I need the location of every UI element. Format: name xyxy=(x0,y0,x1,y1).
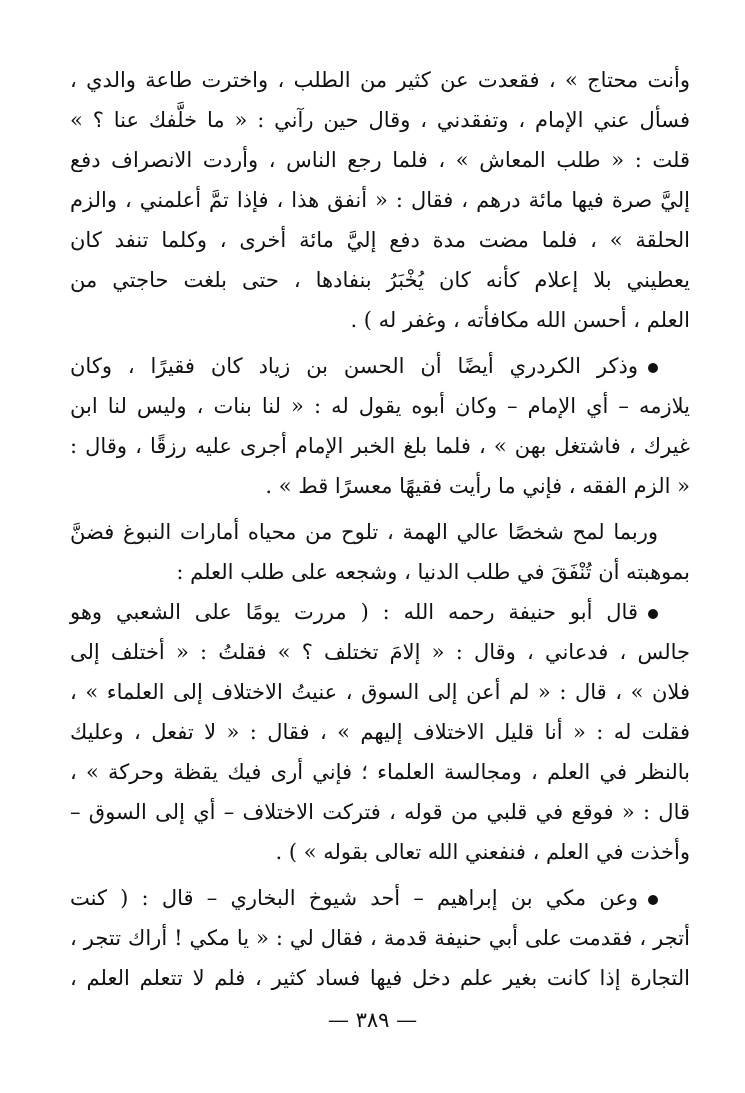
text-line: التجارة إذا كانت بغير علم دخل فيها فساد كثير ، فلم لا تتعلم العلم ، xyxy=(70,966,690,990)
text-line-first xyxy=(70,592,690,632)
paragraph xyxy=(70,60,690,340)
text-line-content: وعن مكي بن إبراهيم – أحد شيوخ البخاري – قال : ( كنت xyxy=(70,886,638,910)
paragraph xyxy=(70,592,690,872)
paragraph xyxy=(70,512,690,592)
text-line: وربما لمح شخصًا عالي الهمة ، تلوح من محياه أمارات النبوغ فضنَّ xyxy=(70,520,658,544)
text-line: قال : « فوقع في قلبي من قوله ، فتركت الاختلاف – أي إلى السوق – xyxy=(70,800,690,824)
text-line: فلان » ، قال : « لم أعن إلى السوق ، عنيتُ الاختلاف إلى العلماء » ، xyxy=(70,680,690,704)
text-line: فسأل عني الإمام ، وتفقدني ، وقال حين رآني : « ما خلَّفك عنا ؟ » xyxy=(70,108,690,132)
text-line: غيرك ، فاشتغل بهن » ، فلما بلغ الخبر الإمام أجرى عليه رزقًا ، وقال : xyxy=(70,434,690,458)
text-line-content: وذكر الكردري أيضًا أن الحسن بن زياد كان فقيرًا ، وكان xyxy=(70,354,638,378)
text-line: وأنت محتاج » ، فقعدت عن كثير من الطلب ، واخترت طاعة والدي ، xyxy=(70,68,690,92)
paragraph xyxy=(70,878,690,998)
text-line-content: قال أبو حنيفة رحمه الله : ( مررت يومًا على الشعبي وهو xyxy=(70,600,638,624)
text-line-first xyxy=(70,878,690,918)
text-line-first xyxy=(70,346,690,386)
text-line: قلت : « طلب المعاش » ، فلما رجع الناس ، وأردت الانصراف دفع xyxy=(70,148,690,172)
text-line: يلازمه – أي الإمام – وكان أبوه يقول له : « لنا بنات ، وليس لنا ابن xyxy=(70,394,690,418)
text-line: « الزم الفقه ، فإني ما رأيت فقيهًا معسرًا قط » . xyxy=(265,474,690,498)
text-line: وأخذت في العلم ، فنفعني الله تعالى بقوله » ) . xyxy=(275,840,690,864)
paragraph xyxy=(70,346,690,506)
bullet-icon xyxy=(648,895,658,905)
bullet-icon xyxy=(648,363,658,373)
bullet-icon xyxy=(648,609,658,619)
text-line: بموهبته أن تُنْفَقَ في طلب الدنيا ، وشجعه على طلب العلم : xyxy=(176,560,690,584)
text-line: فقلت له : « أنا قليل الاختلاف إليهم » ، فقال : « لا تفعل ، وعليك xyxy=(70,720,690,744)
text-line: يعطيني بلا إعلام كأنه كان يُخْبَرُ بنفادها ، حتى بلغت حاجتي من xyxy=(70,268,690,292)
text-line: العلم ، أحسن الله مكافأته ، وغفر له ) . xyxy=(350,308,690,332)
text-line: الحلقة » ، فلما مضت مدة دفع إليَّ مائة أخرى ، وكلما تنفد كان xyxy=(70,228,690,252)
text-line: أتجر ، فقدمت على أبي حنيفة قدمة ، فقال لي : « يا مكي ! أراك تتجر ، xyxy=(70,926,690,950)
text-line: بالنظر في العلم ، ومجالسة العلماء ؛ فإني أرى فيك يقظة وحركة » ، xyxy=(70,760,690,784)
text-line: جالس ، فدعاني ، وقال : « إلامَ تختلف ؟ » فقلتُ : « أختلف إلى xyxy=(70,640,690,664)
text-line: إليَّ صرة فيها مائة درهم ، فقال : « أنفق هذا ، فإذا تمَّ أعلمني ، والزم xyxy=(70,188,690,212)
page-body xyxy=(70,60,690,998)
page-number: — ٣٨٩ — xyxy=(327,1008,418,1032)
